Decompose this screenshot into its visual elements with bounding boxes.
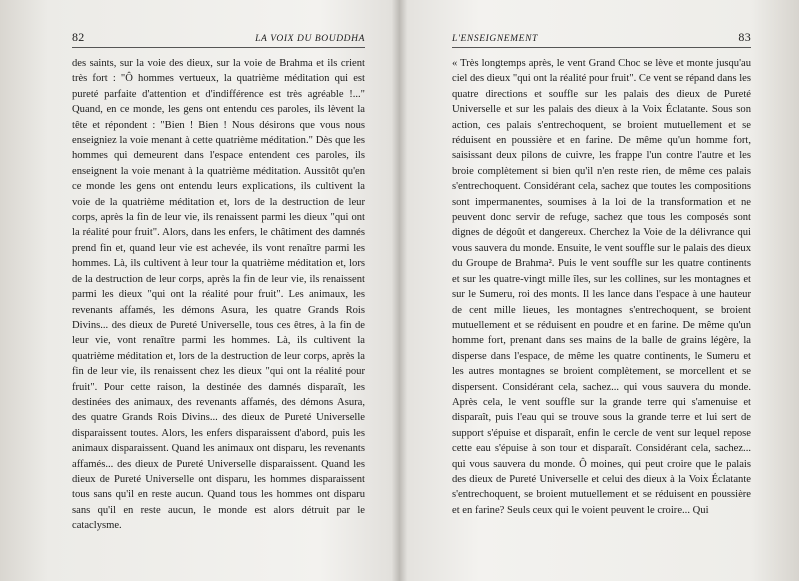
left-paragraph: des saints, sur la voie des dieux, sur la voie de Brahma et ils crient très fort : "Ô hommes vertueux, la quatrième méditation qui est pureté parfaite d'attention et d'indifférence est très agréable !..." Quand, en ce monde, les gens ont entendu ces paroles, ils lèvent la tête et répondent : "Bien ! Bien ! Nous désirons que vous nous enseigniez la voie menant à cette quatrième méditation." Dès que les hommes qui demeurent dans l'espace entendent ces paroles, ils enseignent la voie menant à la quatrième méditation. Aussitôt qu'en ce monde les gens ont entendu leurs explications, ils cultivent la voie de la quatrième méditation et, lors de la destruction de leur corps, après la fin de leur vie, ils renaissent parmi les dieux "qui ont la réalité pour fruit". Alors, dans les enfers, le châtiment des damnés prend fin et, quand leur vie est achevée, ils vont renaître parmi les hommes. Là, ils cultivent à leur tour la quatrième méditation et, lors de la destruction de leur corps, après la fin de leur vie, ils renaissent parmi les dieux "qui ont la réalité pour fruit". Les animaux, les revenants affamés, les démons Asura, les quatre Grands Rois Divins... des dieux de Pureté Universelle, tous ces êtres, à la fin de leur vie, vont renaître parmi les hommes. Là, ils cultivent la quatrième méditation et, lors de la destruction de leur corps, après la fin de leur vie, ils renaissent chez les dieux "qui ont la réalité pour fruit". Pour cette raison, la destinée des damnés disparaît, les destinées des animaux, des revenants affamés, des démons Asura, des quatre Grands Rois Divins... des dieux de Pureté Universelle disparaissent toutes. Alors, les enfers disparaissent d'abord, puis les animaux disparaissent. Quand les animaux ont disparu, les revenants affamés... des dieux de Pureté Universelle disparaissent. Quand les dieux de Pureté Universelle ont disparu, les hommes disparaissent tous sans qu'il en reste aucun. Quand tous les hommes ont disparu sans qu'il en reste aucun, le monde est alors détruit par le cataclysme. xyxy=(72,58,365,532)
left-running-header xyxy=(72,30,365,48)
right-paragraph: « Très longtemps après, le vent Grand Choc se lève et monte jusqu'au ciel des dieux "qui ont la réalité pour fruit". Ce vent se répand dans les quatre directions et souffle sur les palais des dieux de Pureté Universelle et sur les palais des dieux à la Voix Éclatante. Sous son action, ces palais s'entrechoquent, se broient mutuellement et se réduisent en poussière et en farine. De même qu'un homme fort, saisissant deux pilons de cuivre, les frappe l'un contre l'autre et les broie complètement si bien qu'il n'en reste rien, de même ces palais s'entrechoquent. Considérant cela, sachez que toutes les compositions sont impermanentes, soumises à la loi de la transformation et ne peuvent donc servir de refuge, sachez que tous les composés sont dignes de dégoût et dangereux. Cherchez la Voie de la délivrance qui vous sauvera du monde. Ensuite, le vent souffle sur le palais des dieux du Groupe de Brahma². Puis le vent souffle sur les quatre continents et sur les quatre-vingt mille îles, sur les collines, sur les montagnes et sur le Sumeru, roi des monts. Il les lance dans l'espace à une hauteur de cent mille lieues, les montagnes s'entrechoquent, se broient mutuellement et se réduisent en poudre et en farine. De même qu'un homme fort, prenant dans ses mains de la balle de grains légère, la disperse dans l'espace, de même les quatre continents, le Sumeru et les autres montagnes se broient complètement, se morcellent et se dispersent. Considérant cela, sachez... qui vous sauvera du monde. Après cela, le vent souffle sur la grande terre qui s'amenuise et disparaît, puis l'eau qui se trouve sous la grande terre et lui sert de support s'épuise et disparaît, enfin le cercle de vent sur lequel repose cette eau s'épuise à son tour et disparaît. Considérant cela, sachez... qui vous sauvera du monde. Ô moines, qui peut croire que le palais des dieux de Pureté Universelle et celui des dieux à la Voix Éclatante s'entrechoquent, se broient mutuellement et se réduisent en poussière et en farine? Seuls ceux qui le voient peuvent le croire... Qui xyxy=(452,58,752,516)
right-running-title: L'ENSEIGNEMENT xyxy=(452,34,538,44)
left-running-title: LA VOIX DU BOUDDHA xyxy=(255,34,365,44)
right-page xyxy=(400,0,799,581)
left-page-number: 82 xyxy=(72,30,85,44)
right-running-header xyxy=(452,30,751,48)
left-body-text xyxy=(72,56,365,534)
left-page xyxy=(0,0,399,581)
right-body-text xyxy=(452,56,751,518)
right-page-number: 83 xyxy=(738,30,751,44)
